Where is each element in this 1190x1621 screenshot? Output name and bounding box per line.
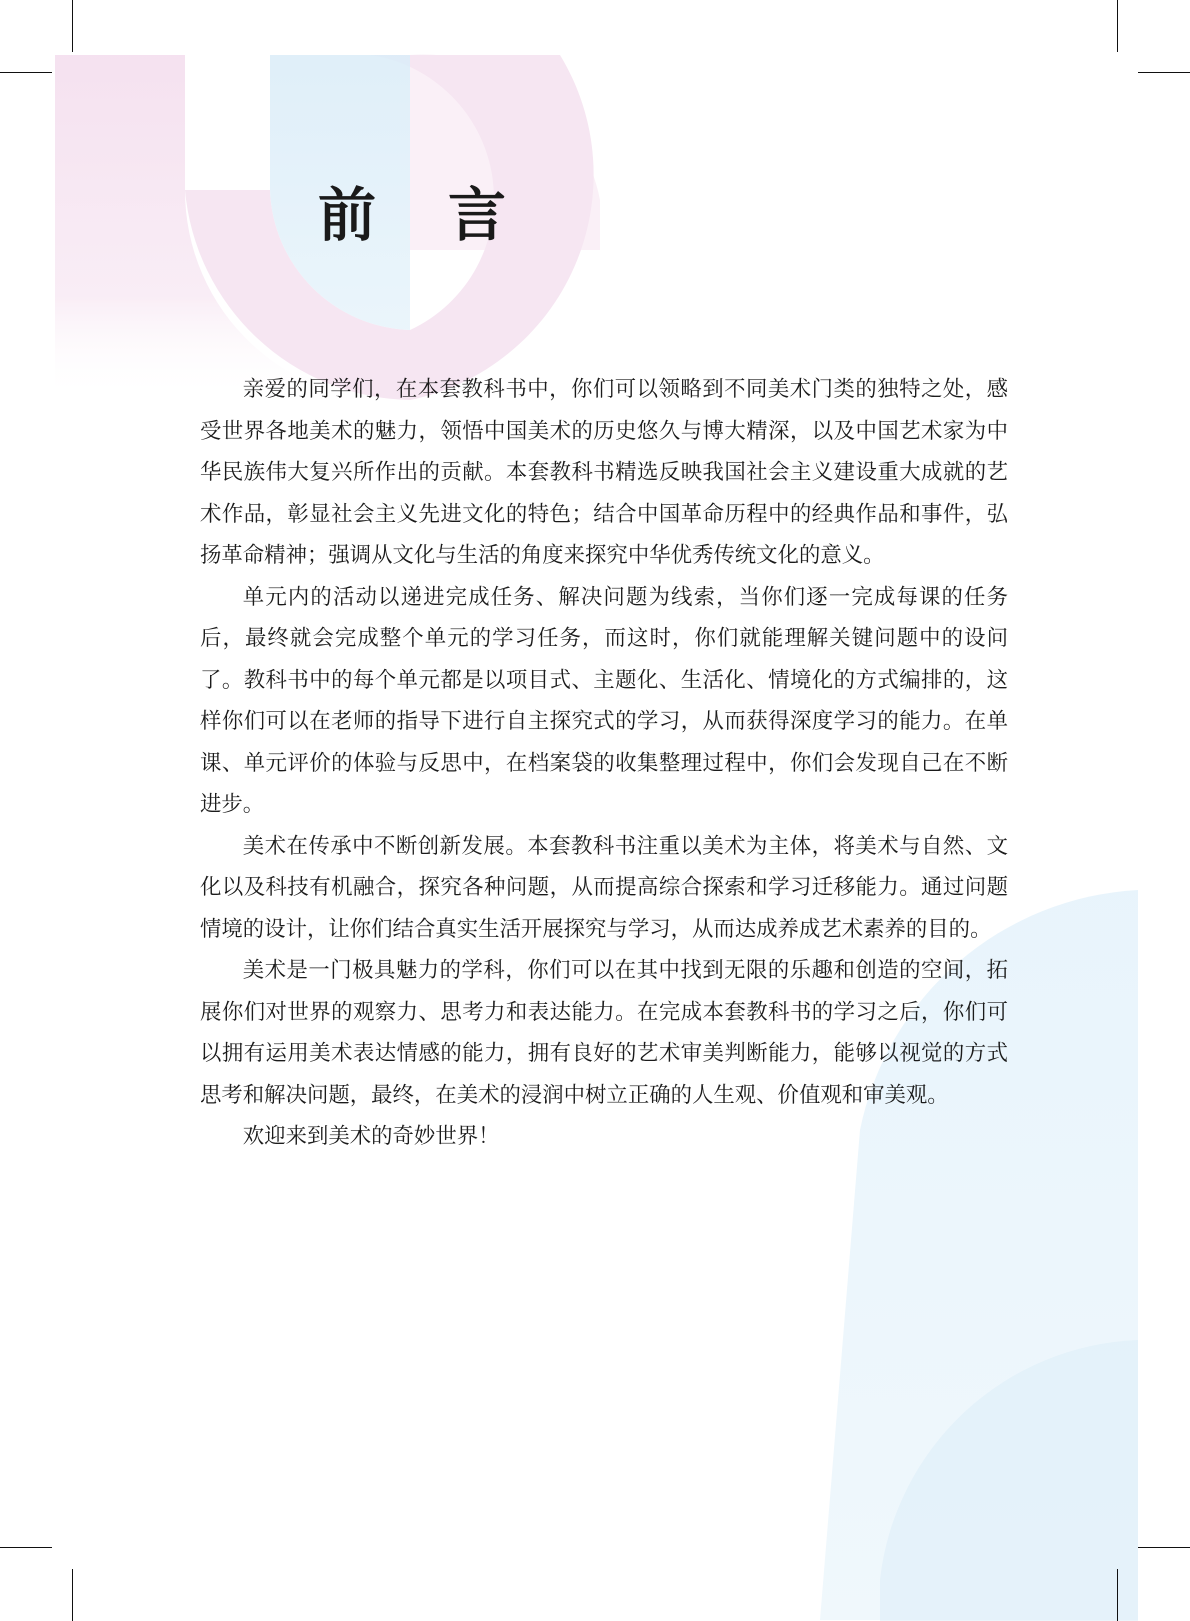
paragraph: 欢迎来到美术的奇妙世界！ <box>242 1124 500 1149</box>
body-text <box>200 369 1008 1158</box>
crop-mark <box>0 72 52 73</box>
crop-mark <box>72 0 73 52</box>
page-title: 前言 <box>318 181 579 249</box>
crop-mark <box>1117 1569 1118 1621</box>
crop-mark <box>1138 1547 1190 1548</box>
paragraph: 单元内的活动以递进完成任务、解决问题为线索，当你们逐一完成每课的任务后，最终就会完成整个单元的学习任务，而这时，你们就能理解关键问题中的设问了。教科书中的每个单元都是以项目式、主题化、生活化、情境化的方式编排的，这样你们可以在老师的指导下进行自主探究式的学习，从而获得深度学习的能力。在单课、单元评价的体验与反思中，在档案袋的收集整理过程中，你们会发现自己在不断进步。 <box>200 584 1008 817</box>
crop-mark <box>1117 0 1118 52</box>
crop-mark <box>72 1569 73 1621</box>
paragraph: 美术是一门极具魅力的学科，你们可以在其中找到无限的乐趣和创造的空间，拓展你们对世界的观察力、思考力和表达能力。在完成本套教科书的学习之后，你们可以拥有运用美术表达情感的能力，拥有良好的艺术审美判断能力，能够以视觉的方式思考和解决问题，最终，在美术的浸润中树立正确的人生观、价值观和审美观。 <box>200 958 1008 1108</box>
crop-mark <box>0 1547 52 1548</box>
crop-mark <box>1138 72 1190 73</box>
paragraph: 美术在传承中不断创新发展。本套教科书注重以美术为主体，将美术与自然、文化以及科技有机融合，探究各种问题，从而提高综合探索和学习迁移能力。通过问题情境的设计，让你们结合真实生活开展探究与学习，从而达成养成艺术素养的目的。 <box>200 833 1008 942</box>
paragraph: 亲爱的同学们，在本套教科书中，你们可以领略到不同美术门类的独特之处，感受世界各地美术的魅力，领悟中国美术的历史悠久与博大精深，以及中国艺术家为中华民族伟大复兴所作出的贡献。本套教科书精选反映我国社会主义建设重大成就的艺术作品，彰显社会主义先进文化的特色；结合中国革命历程中的经典作品和事件，弘扬革命精神；强调从文化与生活的角度来探究中华优秀传统文化的意义。 <box>200 377 1008 568</box>
